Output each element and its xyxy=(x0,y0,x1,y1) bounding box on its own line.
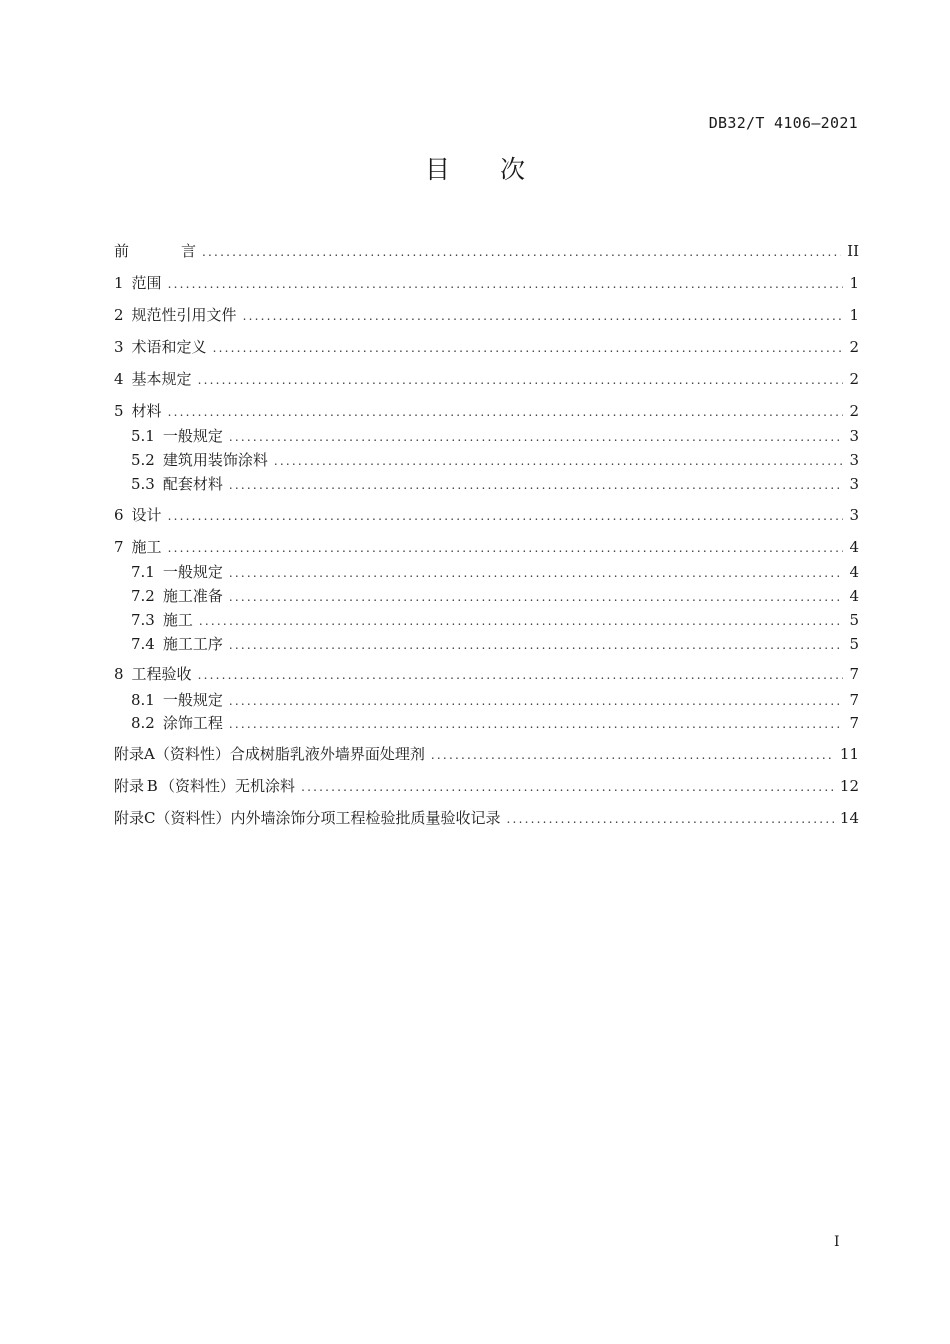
toc-section-label: 规范性引用文件 xyxy=(131,306,237,324)
toc-page-number: 1 xyxy=(849,306,859,324)
toc-page-number: 2 xyxy=(849,338,859,356)
toc-section-label: 施工 xyxy=(131,538,162,556)
toc-page-number: 3 xyxy=(849,427,859,445)
toc-section-number: 7.3 xyxy=(131,611,155,629)
leader-dots xyxy=(229,586,844,607)
toc-entry-5-3[interactable] xyxy=(131,473,859,495)
toc-entry-8-1[interactable] xyxy=(131,689,859,711)
appendix-lu: 录 xyxy=(129,809,145,827)
toc-title-left: 目 xyxy=(424,155,450,184)
leader-dots xyxy=(507,808,834,829)
toc-entry-7-2[interactable] xyxy=(131,585,859,607)
footer-page-number: I xyxy=(834,1234,840,1250)
toc-entry-7-4[interactable] xyxy=(131,633,859,655)
toc-section-label: 术语和定义 xyxy=(131,338,207,356)
toc-page-number: 5 xyxy=(849,635,859,653)
toc-section-label: 设计 xyxy=(131,506,162,524)
toc-title-right: 次 xyxy=(500,155,526,184)
toc-section-label: 范围 xyxy=(131,274,162,292)
toc-entry-3[interactable] xyxy=(114,336,859,358)
toc-entry-appendix-a[interactable] xyxy=(114,743,859,765)
toc-section-number: 7.1 xyxy=(131,563,155,581)
toc-entry-5-2[interactable] xyxy=(131,449,859,471)
toc-page-number: 5 xyxy=(849,611,859,629)
toc-section-label: 涂饰工程 xyxy=(162,714,223,732)
toc-entry-6[interactable] xyxy=(114,504,859,526)
toc-page-number: 3 xyxy=(849,475,859,493)
toc-section-label: 工程验收 xyxy=(131,665,192,683)
toc-page-number: 7 xyxy=(849,714,859,732)
toc-page-number: II xyxy=(847,242,859,260)
toc-entry-5[interactable] xyxy=(114,400,859,422)
toc-page-number: 7 xyxy=(849,691,859,709)
toc-section-number: 7 xyxy=(114,538,124,556)
toc-section-label: 材料 xyxy=(131,402,162,420)
toc-page-number: 14 xyxy=(839,809,859,827)
leader-dots xyxy=(301,776,834,797)
toc-section-number: 4 xyxy=(114,370,124,388)
toc-page-number: 4 xyxy=(849,538,859,556)
appendix-lu: 录 xyxy=(129,777,145,795)
appendix-label: 内外墙涂饰分项工程检验批质量验收记录 xyxy=(230,809,501,827)
toc-entry-4[interactable] xyxy=(114,368,859,390)
toc-section-label: 一般规定 xyxy=(162,427,223,445)
toc-page-number: 4 xyxy=(849,563,859,581)
toc-section-number: 1 xyxy=(114,274,124,292)
appendix-fu: 附 xyxy=(114,745,130,763)
appendix-fu: 附 xyxy=(114,809,130,827)
toc-section-number: 3 xyxy=(114,338,124,356)
toc-section-number: 8 xyxy=(114,665,124,683)
toc-page-number: 12 xyxy=(839,777,859,795)
toc-section-label: 一般规定 xyxy=(162,691,223,709)
preface-char-1: 前 xyxy=(114,242,130,260)
leader-dots xyxy=(168,401,844,422)
toc-section-number: 5.2 xyxy=(131,451,155,469)
toc-entry-preface[interactable] xyxy=(114,240,859,262)
toc-entry-appendix-b[interactable] xyxy=(114,775,859,797)
appendix-label: 合成树脂乳液外墙界面处理剂 xyxy=(229,745,425,763)
leader-dots xyxy=(199,610,844,631)
appendix-fu: 附 xyxy=(114,777,130,795)
toc-title xyxy=(0,150,950,186)
toc-section-label: 施工准备 xyxy=(162,587,223,605)
appendix-letter: B xyxy=(146,777,158,795)
appendix-label: 无机涂料 xyxy=(235,777,296,795)
appendix-type: （资料性） xyxy=(154,745,230,763)
toc-entry-7-1[interactable] xyxy=(131,561,859,583)
toc-section-number: 8.1 xyxy=(131,691,155,709)
leader-dots xyxy=(229,690,844,711)
toc-entry-8-2[interactable] xyxy=(131,712,859,734)
toc-section-number: 5 xyxy=(114,402,124,420)
toc-section-label: 建筑用装饰涂料 xyxy=(162,451,268,469)
toc-entry-1[interactable] xyxy=(114,272,859,294)
leader-dots xyxy=(229,634,844,655)
leader-dots xyxy=(168,273,844,294)
leader-dots xyxy=(198,369,844,390)
appendix-lu: 录 xyxy=(129,745,145,763)
leader-dots xyxy=(198,664,844,685)
toc-page-number: 11 xyxy=(839,745,859,763)
toc-entry-8[interactable] xyxy=(114,663,859,685)
appendix-type: （资料性） xyxy=(160,777,236,795)
toc-section-label: 基本规定 xyxy=(131,370,192,388)
toc-section-number: 5.1 xyxy=(131,427,155,445)
standard-code: DB32/T 4106—2021 xyxy=(708,114,858,132)
leader-dots xyxy=(243,305,844,326)
toc-section-label: 配套材料 xyxy=(162,475,223,493)
toc-page-number: 2 xyxy=(849,402,859,420)
preface-char-2: 言 xyxy=(181,242,197,260)
toc-page-number: 3 xyxy=(849,506,859,524)
leader-dots xyxy=(274,450,844,471)
appendix-letter: A xyxy=(144,745,155,763)
leader-dots xyxy=(168,505,844,526)
toc-section-label: 施工工序 xyxy=(162,635,223,653)
leader-dots xyxy=(202,241,841,262)
toc-entry-2[interactable] xyxy=(114,304,859,326)
toc-page-number: 2 xyxy=(849,370,859,388)
appendix-letter: C xyxy=(144,809,156,827)
toc-section-number: 5.3 xyxy=(131,475,155,493)
leader-dots xyxy=(168,537,844,558)
toc-section-number: 7.4 xyxy=(131,635,155,653)
toc-section-label: 一般规定 xyxy=(162,563,223,581)
leader-dots xyxy=(229,426,844,447)
toc-section-number: 8.2 xyxy=(131,714,155,732)
leader-dots xyxy=(431,744,834,765)
toc-section-label: 施工 xyxy=(162,611,193,629)
toc-section-number: 7.2 xyxy=(131,587,155,605)
toc-entry-5-1[interactable] xyxy=(131,425,859,447)
leader-dots xyxy=(229,562,844,583)
toc-section-number: 2 xyxy=(114,306,124,324)
toc-page-number: 4 xyxy=(849,587,859,605)
toc-entry-7-3[interactable] xyxy=(131,609,859,631)
toc-entry-7[interactable] xyxy=(114,536,859,558)
leader-dots xyxy=(229,713,844,734)
toc-page-number: 7 xyxy=(849,665,859,683)
toc-section-number: 6 xyxy=(114,506,124,524)
leader-dots xyxy=(229,474,844,495)
leader-dots xyxy=(213,337,844,358)
toc-page-number: 3 xyxy=(849,451,859,469)
appendix-type: （资料性） xyxy=(155,809,231,827)
toc-page-number: 1 xyxy=(849,274,859,292)
toc-entry-appendix-c[interactable] xyxy=(114,807,859,829)
